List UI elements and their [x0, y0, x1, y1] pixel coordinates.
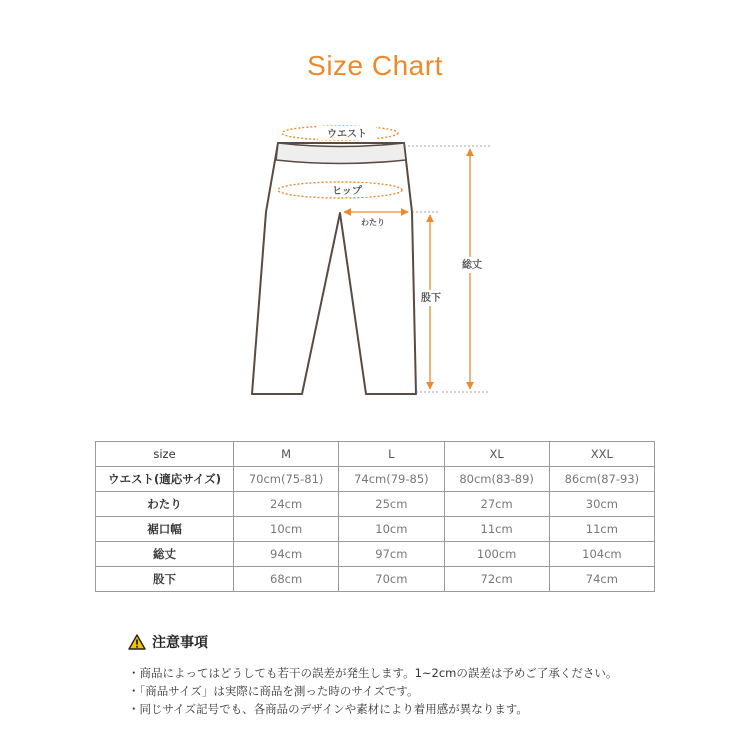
table-cell: 11cm	[444, 517, 549, 542]
table-cell: 80cm(83-89)	[444, 467, 549, 492]
row-label: 股下	[96, 567, 234, 592]
table-cell: 94cm	[234, 542, 339, 567]
table-cell: 70cm	[339, 567, 444, 592]
table-row	[96, 517, 655, 542]
header-cell: XXL	[549, 442, 654, 467]
table-cell: 30cm	[549, 492, 654, 517]
table-cell: 68cm	[234, 567, 339, 592]
pants-outline	[252, 143, 416, 394]
table-cell: 74cm	[549, 567, 654, 592]
header-cell: size	[96, 442, 234, 467]
rise-label: わたり	[361, 218, 385, 227]
hip-label: ヒップ	[332, 186, 362, 197]
table-cell: 10cm	[339, 517, 444, 542]
note-item: ・同じサイズ記号でも、各商品のデザインや素材により着用感が異なります。	[128, 702, 528, 716]
table-row	[96, 542, 655, 567]
table-row	[96, 467, 655, 492]
table-header-row	[96, 442, 655, 467]
table-cell: 25cm	[339, 492, 444, 517]
table-cell: 100cm	[444, 542, 549, 567]
table-cell: 70cm(75-81)	[234, 467, 339, 492]
table-cell: 11cm	[549, 517, 654, 542]
row-label: 裾口幅	[96, 517, 234, 542]
table-cell: 10cm	[234, 517, 339, 542]
table-cell: 86cm(87-93)	[549, 467, 654, 492]
row-label: ウエスト(適応サイズ)	[96, 467, 234, 492]
note-item: ・商品によってはどうしても若干の誤差が発生します。1~2cmの誤差は予めご了承ください。	[128, 666, 618, 680]
header-cell: L	[339, 442, 444, 467]
notes-heading: 注意事項	[152, 635, 208, 651]
waistband	[276, 143, 406, 164]
inseam-label: 股下	[421, 293, 441, 304]
header-cell: XL	[444, 442, 549, 467]
table-cell: 104cm	[549, 542, 654, 567]
header-cell: M	[234, 442, 339, 467]
table-cell: 97cm	[339, 542, 444, 567]
table-cell: 72cm	[444, 567, 549, 592]
row-label: 総丈	[96, 542, 234, 567]
table-row	[96, 567, 655, 592]
table-cell: 74cm(79-85)	[339, 467, 444, 492]
note-item: ・「商品サイズ」は実際に商品を測った時のサイズです。	[128, 684, 419, 698]
size-table	[95, 441, 655, 592]
table-cell: 27cm	[444, 492, 549, 517]
notes-heading-row	[128, 632, 728, 652]
table-row	[96, 492, 655, 517]
page-title: Size Chart	[307, 50, 443, 81]
warning-icon	[128, 634, 146, 650]
table-cell: 24cm	[234, 492, 339, 517]
length-label: 総丈	[462, 260, 482, 271]
notes-section	[128, 632, 728, 718]
row-label: わたり	[96, 492, 234, 517]
waist-label: ウエスト	[327, 129, 367, 140]
